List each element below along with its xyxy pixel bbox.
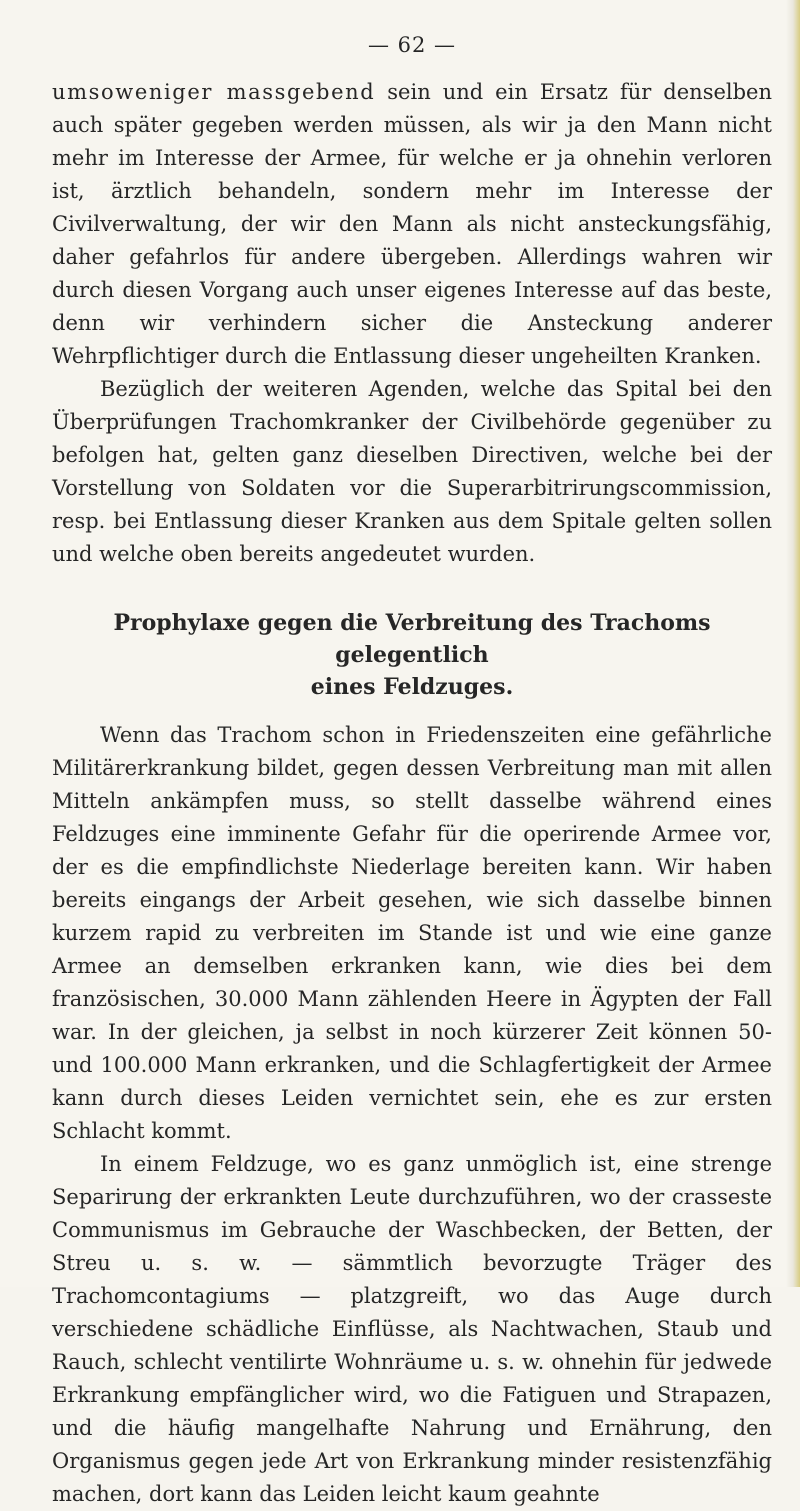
page-edge-shadow [786,0,800,1287]
body-paragraph-1-text: sein und ein Ersatz für denselben auch später gegeben werden müssen, als wir ja den Mann nicht mehr im Interesse der Armee, für welche er ja ohnehin verloren ist, ärztlich behandeln, sondern mehr im Interesse der Civilverwaltung, der wir den Mann als nicht ansteckungsfähig, daher gefahrlos für andere übergeben. Allerdings wahren wir durch diesen Vorgang auch unser eigenes Interesse auf das beste, denn wir verhindern sicher die Ansteckung anderer Wehrpflichtiger durch die Entlassung dieser ungeheilten Kranken. [52,80,773,368]
section-subtitle: eines Feldzuges. [310,674,514,700]
section-paragraph-1: Wenn das Trachom schon in Friedenszeiten eine gefährliche Militärerkrankung bildet, gegen dessen Verbreitung man mit allen Mitteln ankämpfen muss, so stellt dasselbe während eines Feldzuges eine imminente Gefahr für die operirende Armee vor, der es die empfindlichste Niederlage bereiten kann. Wir haben bereits eingangs der Arbeit gesehen, wie sich dasselbe binnen kurzem rapid zu verbreiten im Stande ist und wie eine ganze Armee an demselben erkranken kann, wie dies bei dem französischen, 30.000 Mann zählenden Heere in Ägypten der Fall war. In der gleichen, ja selbst in noch kürzerer Zeit können 50- und 100.000 Mann erkranken, und die Schlagfertigkeit der Armee kann durch dieses Leiden vernichtet sein, ehe es zur ersten Schlacht kommt. [52,723,772,1143]
spaced-lead-text: umsoweniger massgebend [52,80,376,104]
body-paragraph-1 [52,76,772,373]
section-paragraph-2: In einem Feldzuge, wo es ganz unmöglich ist, eine strenge Separirung der erkrankten Leute durchzuführen, wo der crasseste Communismus im Gebrauche der Waschbecken, der Betten, der Streu u. s. w. — sämmtlich bevorzugte Träger des Trachomcontagiums — platzgreift, wo das Auge durch verschiedene schädliche Einflüsse, als Nachtwachen, Staub und Rauch, schlecht ventilirte Wohnräume u. s. w. ohnehin für jedwede Erkrankung empfänglicher wird, wo die Fatiguen und Strapazen, und die häufig mangelhafte Nahrung und Ernährung, den Organismus gegen jede Art von Erkrankung minder resistenzfähig machen, dort kann das Leiden leicht kaum geahnte [52,1152,772,1506]
body-paragraph-2: Bezüglich der weiteren Agenden, welche das Spital bei den Überprüfungen Trachomkranker der Civilbehörde gegenüber zu befolgen hat, gelten ganz dieselben Directiven, welche bei der Vorstellung von Soldaten vor die Superarbitrirungscommission, resp. bei Entlassung dieser Kranken aus dem Spitale gelten sollen und welche oben bereits angedeutet wurden. [52,377,772,566]
page-content [52,32,772,1511]
section-title: Prophylaxe gegen die Verbreitung des Trachoms gelegentlich [113,610,711,668]
page-number: — 62 — [367,33,457,57]
